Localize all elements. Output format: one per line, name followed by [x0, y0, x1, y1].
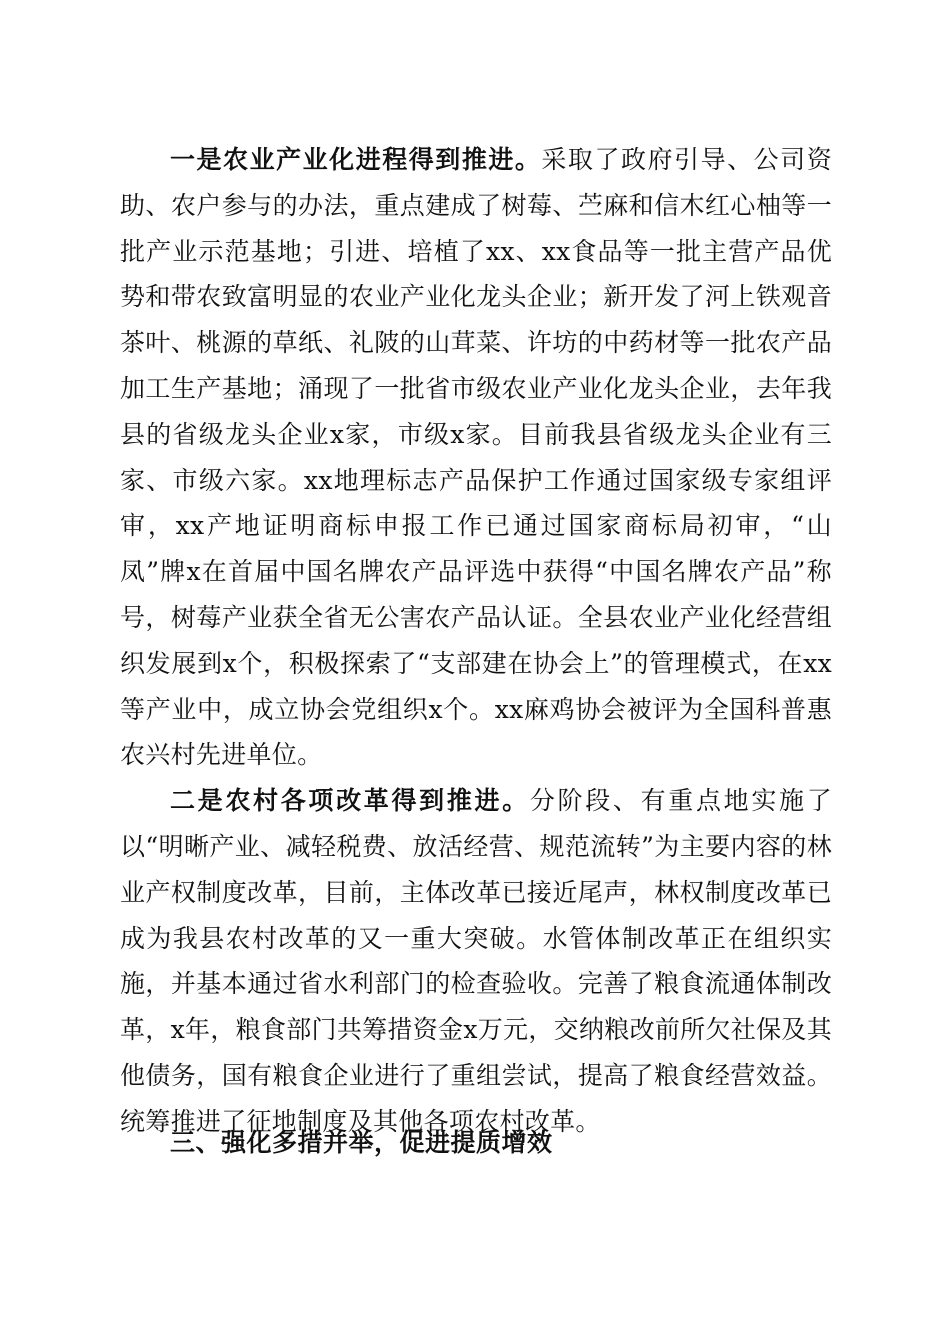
paragraph-rural-reform: [120, 778, 832, 1144]
paragraph-agriculture-industrialization: [120, 137, 832, 778]
paragraph-lead: 一是农业产业化进程得到推进。: [170, 145, 542, 174]
document-body: [120, 137, 832, 1145]
paragraph-text: 采取了政府引导、公司资助、农户参与的办法，重点建成了树莓、苎麻和信木红心柚等一批产业示范基地；引进、培植了xx、xx食品等一批主营产品优势和带农致富明显的农业产业化龙头企业；新开发了河上铁观音茶叶、桃源的草纸、礼陂的山茸菜、许坊的中药材等一批农产品加工生产基地；涌现了一批省市级农业产业化龙头企业，去年我县的省级龙头企业x家，市级x家。目前我县省级龙头企业有三家、市级六家。xx地理标志产品保护工作通过国家级专家组评审，xx产地证明商标申报工作已通过国家商标局初审，“山凤”牌x在首届中国名牌农产品评选中获得“中国名牌农产品”称号，树莓产业获全省无公害农产品认证。全县农业产业化经营组织发展到x个，积极探索了“支部建在协会上”的管理模式，在xx等产业中，成立协会党组织x个。xx麻鸡协会被评为全国科普惠农兴村先进单位。: [120, 145, 832, 770]
paragraph-lead: 二是农村各项改革得到推进。: [170, 786, 530, 816]
section-heading: 三、强化多措并举，促进提质增效: [170, 1128, 553, 1157]
paragraph-text: 分阶段、有重点地实施了以“明晰产业、减轻税费、放活经营、规范流转”为主要内容的林业产权制度改革，目前，主体改革已接近尾声，林权制度改革已成为我县农村改革的又一重大突破。水管体制改革正在组织实施，并基本通过省水利部门的检查验收。完善了粮食流通体制改革，x年，粮食部门共筹措资金x万元，交纳粮改前所欠社保及其他债务，国有粮食企业进行了重组尝试，提高了粮食经营效益。统筹推进了征地制度及其他各项农村改革。: [120, 786, 832, 1136]
